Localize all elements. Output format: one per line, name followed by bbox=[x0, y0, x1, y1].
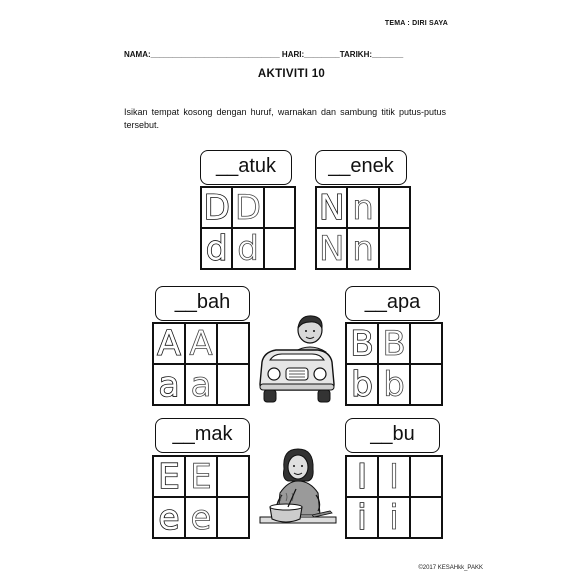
trace-letter: D bbox=[234, 187, 262, 228]
trace-letter: B bbox=[382, 323, 406, 364]
trace-cell-lower-left[interactable] bbox=[316, 228, 347, 269]
write-cell-upper[interactable] bbox=[379, 187, 410, 228]
trace-letter: n bbox=[352, 187, 374, 228]
trace-letter: e bbox=[190, 497, 212, 538]
solid-letter: a bbox=[158, 364, 180, 405]
write-cell-upper[interactable] bbox=[410, 456, 442, 497]
trace-cell-lower[interactable] bbox=[232, 228, 263, 269]
letter-grid-e bbox=[152, 455, 250, 539]
mother-cooking-illustration bbox=[258, 445, 338, 541]
trace-letter: d bbox=[237, 228, 259, 269]
letter-grid-n bbox=[315, 186, 411, 270]
solid-letter: e bbox=[158, 497, 180, 538]
trace-cell-upper[interactable] bbox=[347, 187, 378, 228]
man-with-car-illustration bbox=[254, 312, 340, 408]
write-cell-upper[interactable] bbox=[217, 456, 249, 497]
letter-grid-i bbox=[345, 455, 443, 539]
letter-cell-upper bbox=[346, 323, 378, 364]
letter-cell-upper bbox=[316, 187, 347, 228]
instruction-text: Isikan tempat kosong dengan huruf, warnakan dan sambung titik putus-putus tersebut. bbox=[124, 107, 446, 130]
write-cell-lower[interactable] bbox=[217, 497, 249, 538]
trace-letter: A bbox=[189, 323, 213, 364]
solid-letter: A bbox=[157, 323, 181, 364]
letter-cell-upper bbox=[346, 456, 378, 497]
word-text: __atuk bbox=[215, 155, 277, 177]
letter-cell-upper bbox=[153, 323, 185, 364]
trace-letter: E bbox=[190, 456, 212, 497]
word-box-bu bbox=[345, 418, 440, 453]
write-cell-upper[interactable] bbox=[264, 187, 295, 228]
copyright-text: ©2017 KESAHkk_PAKK bbox=[418, 565, 483, 571]
letter-cell-upper bbox=[153, 456, 185, 497]
solid-letter: I bbox=[356, 456, 368, 497]
trace-letter: N bbox=[318, 228, 345, 269]
solid-letter: N bbox=[318, 187, 345, 228]
letter-grid-a bbox=[152, 322, 250, 406]
trace-letter: I bbox=[388, 456, 400, 497]
letter-cell-lower bbox=[346, 364, 378, 405]
word-box-enek bbox=[315, 150, 407, 185]
theme-label: TEMA : DIRI SAYA bbox=[384, 20, 448, 27]
word-text: __enek bbox=[328, 155, 394, 177]
write-cell-lower[interactable] bbox=[217, 364, 249, 405]
solid-letter: b bbox=[351, 364, 373, 405]
trace-cell-lower[interactable] bbox=[347, 228, 378, 269]
word-text: __bu bbox=[370, 423, 415, 445]
trace-cell-upper[interactable] bbox=[185, 456, 217, 497]
solid-letter: B bbox=[350, 323, 374, 364]
trace-cell-lower[interactable] bbox=[378, 364, 410, 405]
name-day-date-line: NAMA:_____________________________ HARI:________TARIKH:_______ bbox=[124, 50, 404, 59]
word-box-atuk bbox=[200, 150, 292, 185]
write-cell-lower[interactable] bbox=[410, 497, 442, 538]
word-text: __bah bbox=[174, 291, 231, 313]
letter-cell-lower bbox=[346, 497, 378, 538]
letter-grid-d bbox=[200, 186, 296, 270]
solid-letter: i bbox=[357, 497, 367, 538]
word-box-mak bbox=[155, 418, 250, 453]
solid-letter: d bbox=[205, 228, 228, 269]
letter-cell-lower bbox=[153, 497, 185, 538]
solid-letter: D bbox=[203, 187, 230, 228]
trace-cell-lower[interactable] bbox=[378, 497, 410, 538]
letter-cell-lower bbox=[201, 228, 232, 269]
write-cell-upper[interactable] bbox=[217, 323, 249, 364]
trace-cell-upper[interactable] bbox=[185, 323, 217, 364]
trace-letter: i bbox=[389, 497, 399, 538]
word-text: __mak bbox=[172, 423, 233, 445]
activity-title: AKTIVITI 10 bbox=[257, 68, 326, 80]
letter-cell-upper bbox=[201, 187, 232, 228]
trace-cell-upper[interactable] bbox=[232, 187, 263, 228]
letter-cell-lower bbox=[153, 364, 185, 405]
trace-cell-lower[interactable] bbox=[185, 364, 217, 405]
trace-letter: a bbox=[190, 364, 212, 405]
word-text: __apa bbox=[364, 291, 421, 313]
trace-cell-upper[interactable] bbox=[378, 323, 410, 364]
word-box-apa bbox=[345, 286, 440, 321]
write-cell-upper[interactable] bbox=[410, 323, 442, 364]
write-cell-lower[interactable] bbox=[264, 228, 295, 269]
letter-grid-b bbox=[345, 322, 443, 406]
trace-letter: n bbox=[352, 228, 374, 269]
write-cell-lower[interactable] bbox=[410, 364, 442, 405]
solid-letter: E bbox=[158, 456, 180, 497]
word-box-bah bbox=[155, 286, 250, 321]
write-cell-lower[interactable] bbox=[379, 228, 410, 269]
trace-cell-lower[interactable] bbox=[185, 497, 217, 538]
trace-letter: b bbox=[383, 364, 405, 405]
trace-cell-upper[interactable] bbox=[378, 456, 410, 497]
